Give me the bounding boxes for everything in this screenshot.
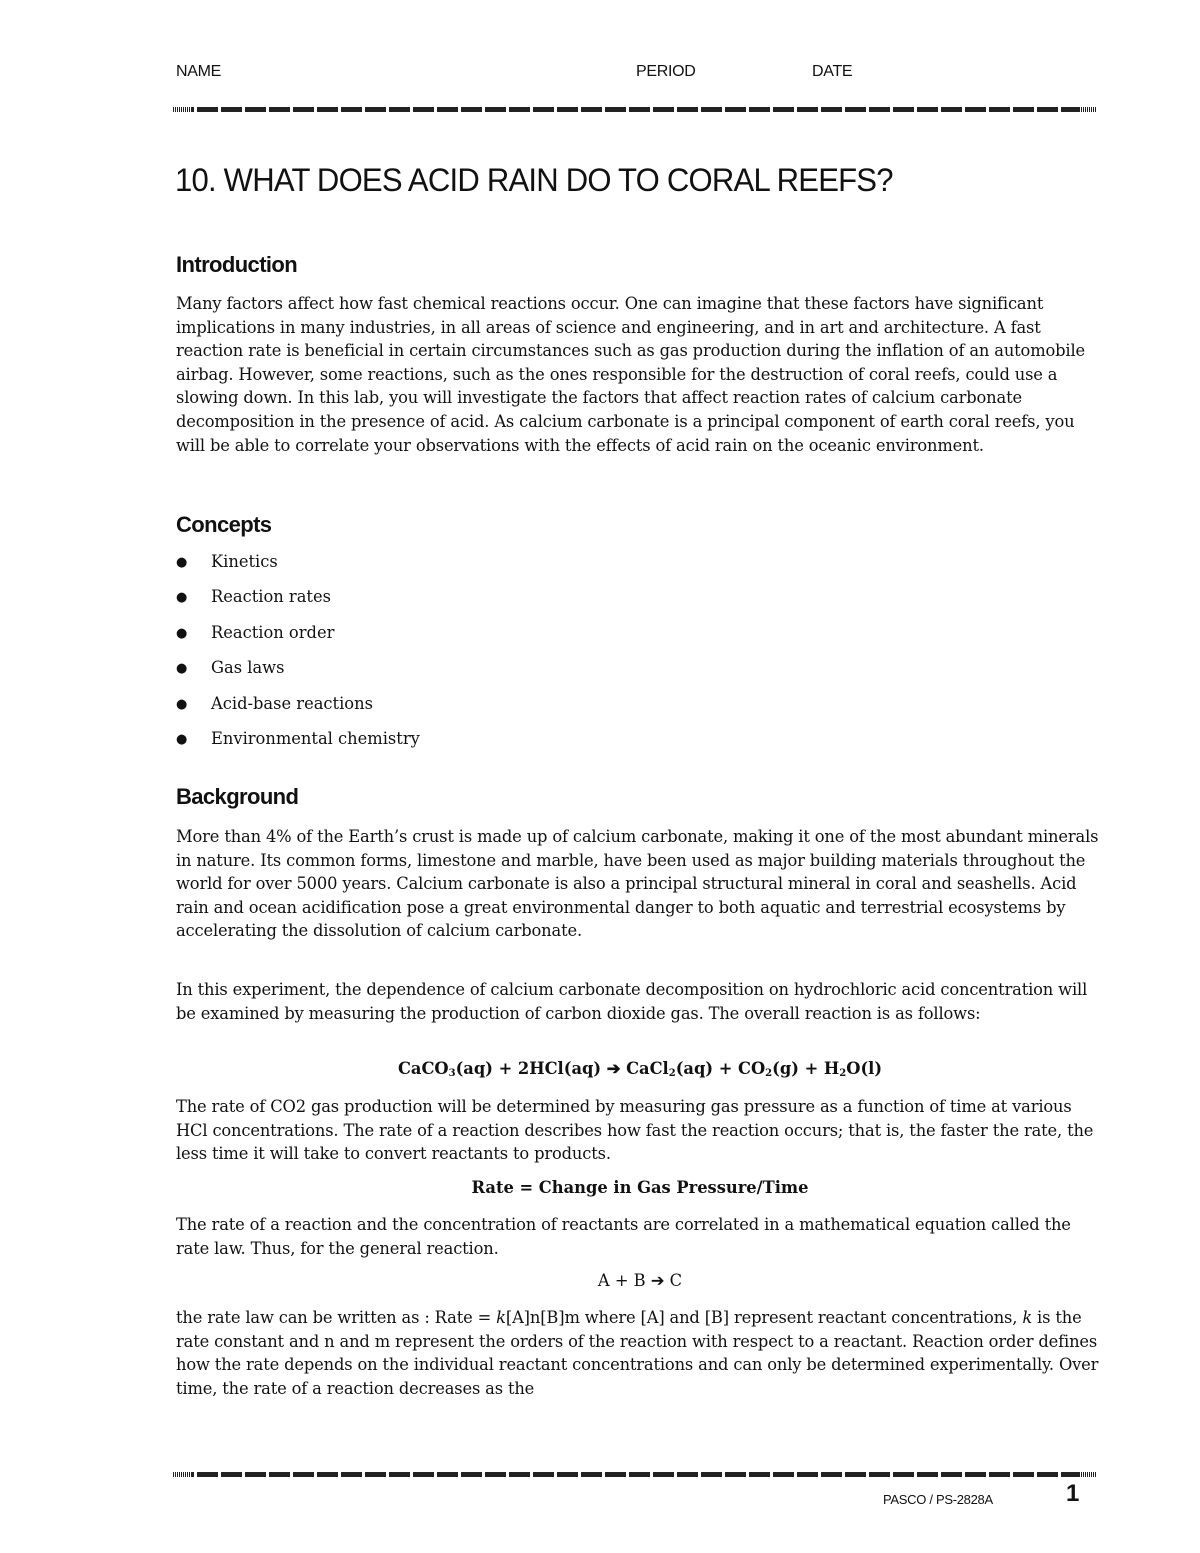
concept-label: Kinetics <box>211 552 278 571</box>
bullet-icon: ● <box>176 661 188 677</box>
rate-paragraph: The rate of CO2 gas production will be determined by measuring gas pressure as a function of time at various HCl concentrations. The rate of a reaction describes how fast the reaction occurs; that is, the faster the rate, the less time it will take to convert reactants to products. <box>176 1097 1094 1164</box>
concept-label: Gas laws <box>211 658 285 678</box>
date-label: DATE <box>812 63 853 80</box>
rate-law-paragraph: The rate of a reaction and the concentration of reactants are correlated in a mathematical equation called the rate law. Thus, for the general reaction. <box>176 1215 1071 1258</box>
reaction-equation: CaCO$_3$(aq) + 2HCl(aq) ➔ CaCl$_2$(aq) + $CO_2(g) + H_2O(l)$ <box>397 1059 883 1079</box>
concepts-heading: Concepts <box>176 512 272 537</box>
bullet-icon: ● <box>176 555 188 570</box>
background-paragraph-1: More than 4% of the Earth’s crust is made up of calcium carbonate, making it one of the most abundant minerals in nature. Its common forms, limestone and marble, have been used as major building materials throughout the world for over 5000 years. Calcium carbonate is also a principal structural mineral in coral and seashells. Acid rain and ocean acidification pose a great environmental danger to both aquatic and terrestrial ecosystems by accelerating the dissolution of calcium carbonate. <box>176 827 1099 941</box>
concept-label: Acid-base reactions <box>211 693 373 713</box>
bullet-icon: ● <box>176 731 188 747</box>
bullet-icon: ● <box>176 625 188 641</box>
concept-item <box>176 587 420 622</box>
period-label: PERIOD <box>636 63 696 80</box>
background-paragraph-2: In this experiment, the dependence of calcium carbonate decomposition on hydrochloric acid concentration will be examined by measuring the production of carbon dioxide gas. The overall reaction is as follows: <box>176 980 1088 1023</box>
introduction-paragraph: Many factors affect how fast chemical reactions occur. One can imagine that these factors have significant implications in many industries, in all areas of science and engineering, and in art and architecture. A fast reaction rate is beneficial in certain circumstances such as gas production during the inflation of an automobile airbag. However, some reactions, such as the ones responsible for the destruction of coral reefs, could use a slowing down. In this lab, you will investigate the factors that affect reaction rates of calcium carbonate decomposition in the presence of acid. As calcium carbonate is a principal component of earth coral reefs, you will be able to correlate your observations with the effects of acid rain on the oceanic environment. <box>176 294 1086 455</box>
bottom-divider <box>173 1472 1097 1477</box>
footer-label: PASCO / PS-2828A <box>883 1492 993 1507</box>
concept-item <box>176 623 420 658</box>
bullet-icon: ● <box>176 696 188 712</box>
concept-label: Reaction rates <box>211 587 331 607</box>
bullet-icon: ● <box>176 590 188 606</box>
reaction-order-paragraph: the rate law can be written as : Rate = k[A]n[B]m where [A] and [B] represent reactant concentrations, k is the rate constant and n and m represent the orders of the reaction with respect to a reactant. Reaction order defines how the rate depends on the individual reactant concentrations and can only be determined experimentally. Over time, the rate of a reaction decreases as the <box>176 1308 1099 1398</box>
concept-label: Reaction order <box>211 622 335 642</box>
general-reaction: A + B ➔ C <box>597 1271 683 1290</box>
introduction-heading: Introduction <box>176 252 298 277</box>
page-number: 1 <box>1066 1480 1080 1507</box>
concept-item <box>176 658 420 693</box>
arrow-icon: ➔ <box>606 1059 621 1078</box>
concept-item <box>176 729 420 764</box>
page-title: 10. WHAT DOES ACID RAIN DO TO CORAL REEFS? <box>175 162 893 198</box>
top-divider <box>173 107 1097 112</box>
concept-item <box>176 552 420 587</box>
rate-equation: Rate = Change in Gas Pressure/Time <box>471 1178 809 1197</box>
concepts-list <box>176 552 420 764</box>
background-heading: Background <box>176 784 299 809</box>
name-label: NAME <box>176 63 222 80</box>
concept-label: Environmental chemistry <box>211 728 420 748</box>
concept-item <box>176 694 420 729</box>
